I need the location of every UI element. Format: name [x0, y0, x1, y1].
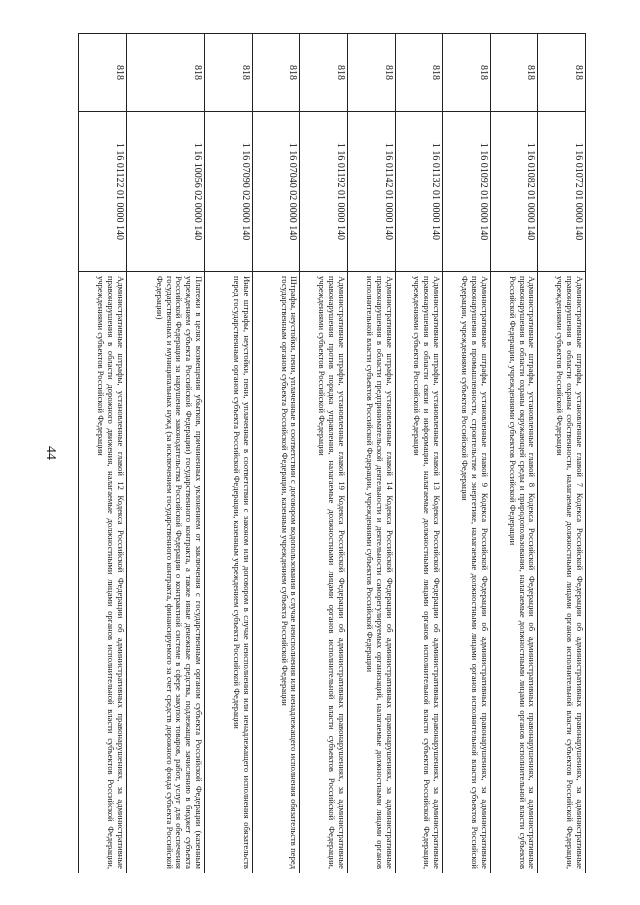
- description-cell: Штрафы, неустойки, пени, уплаченные в соответствии с договором водопользования в случае неисполнения или ненадлежащего исполнения обязательств перед государственным органом субъекта Российской Федерации, казенным учреждением субъекта Российской Федерации: [252, 272, 300, 874]
- admin-code-cell: 818: [252, 34, 300, 112]
- revenue-code-cell: 1 16 07040 02 0000 140: [252, 112, 300, 272]
- description-cell: Административные штрафы, установленные главой 8 Кодекса Российской Федерации об административных правонарушениях, за административные правонарушения в области охраны окружающей среды и природопользования, налагаемые должностными лицами органов исполнительной власти субъектов Российской Федерации, учреждениями субъектов Российской Федерации: [490, 272, 538, 874]
- table-row: [252, 34, 300, 874]
- admin-code-cell: 818: [490, 34, 538, 112]
- admin-code-cell: 818: [395, 34, 443, 112]
- revenue-code-cell: 1 16 01092 01 0000 140: [443, 112, 491, 272]
- admin-code-cell: 818: [300, 34, 348, 112]
- table-row: [126, 34, 205, 874]
- table-row: [443, 34, 491, 874]
- description-cell: Административные штрафы, установленные главой 9 Кодекса Российской Федерации об административных правонарушениях, за административные правонарушения в промышленности, строительстве и энергетике, налагаемые должностными лицами органов исполнительной власти субъектов Российской Федерации, учреждениями субъектов Российской Федерации: [443, 272, 491, 874]
- admin-code-cell: 818: [79, 34, 127, 112]
- revenue-code-cell: 1 16 01192 01 0000 140: [300, 112, 348, 272]
- revenue-code-cell: 1 16 01082 01 0000 140: [490, 112, 538, 272]
- description-cell: Административные штрафы, установленные главой 14 Кодекса Российской Федерации об административных правонарушениях, за административные правонарушения в области предпринимательской деятельности и деятельности саморегулируемых организаций, налагаемые должностными лицами органов исполнительной власти субъектов Российской Федерации, учреждениями субъектов Российской Федерации: [348, 272, 396, 874]
- description-cell: Платежи в целях возмещения убытков, причиненных уклонением от заключения с государственным органом субъекта Российской Федерации (казенным учреждением субъекта Российской Федерации) государственного контракта, а также иные денежные средства, подлежащие зачислению в бюджет субъекта Российской Федерации за нарушение законодательства Российской Федерации о контрактной системе в сфере закупок товаров, работ, услуг для обеспечения государственных и муниципальных нужд (за исключением государственного контракта, финансируемого за счет средств дорожного фонда субъекта Российской Федерации): [126, 272, 205, 874]
- table-row: [490, 34, 538, 874]
- revenue-code-cell: 1 16 01142 01 0000 140: [348, 112, 396, 272]
- admin-code-cell: 818: [348, 34, 396, 112]
- admin-code-cell: 818: [443, 34, 491, 112]
- revenue-code-cell: 1 16 01122 01 0000 140: [79, 112, 127, 272]
- table-row: [395, 34, 443, 874]
- revenue-code-cell: 1 16 01072 01 0000 140: [538, 112, 586, 272]
- table-row: [205, 34, 253, 874]
- table-row: [538, 34, 586, 874]
- description-cell: Административные штрафы, установленные главой 12 Кодекса Российской Федерации об административных правонарушениях, за административные правонарушения в области дорожного движения, налагаемые должностными лицами органов исполнительной власти субъектов Российской Федерации, учреждениями субъектов Российской Федерации: [79, 272, 127, 874]
- table-row: [348, 34, 396, 874]
- revenue-code-cell: 1 16 10056 02 0000 140: [126, 112, 205, 272]
- description-cell: Административные штрафы, установленные главой 7 Кодекса Российской Федерации об административных правонарушениях, за административные правонарушения в области охраны собственности, налагаемые должностными лицами органов исполнительной власти субъектов Российской Федерации, учреждениями субъектов Российской Федерации: [538, 272, 586, 874]
- table-row: [79, 34, 127, 874]
- document-table-area: [78, 33, 586, 873]
- description-cell: Иные штрафы, неустойки, пени, уплаченные в соответствии с законом или договором в случае неисполнения или ненадлежащего исполнения обязательств перед государственным органом субъекта Российской Федерации, казенным учреждением субъекта Российской Федерации: [205, 272, 253, 874]
- revenue-code-cell: 1 16 01132 01 0000 140: [395, 112, 443, 272]
- rotated-landscape-page: [78, 33, 586, 873]
- table-row: [300, 34, 348, 874]
- description-cell: Административные штрафы, установленные главой 19 Кодекса Российской Федерации об административных правонарушениях, за административные правонарушения против порядка управления, налагаемые должностными лицами органов исполнительной власти субъектов Российской Федерации, учреждениями субъектов Российской Федерации: [300, 272, 348, 874]
- revenue-codes-table: [78, 33, 586, 873]
- description-cell: Административные штрафы, установленные главой 13 Кодекса Российской Федерации об административных правонарушениях, за административные правонарушения в области связи и информации, налагаемые должностными лицами органов исполнительной власти субъектов Российской Федерации, учреждениями субъектов Российской Федерации: [395, 272, 443, 874]
- admin-code-cell: 818: [538, 34, 586, 112]
- admin-code-cell: 818: [126, 34, 205, 112]
- revenue-code-cell: 1 16 07090 02 0000 140: [205, 112, 253, 272]
- admin-code-cell: 818: [205, 34, 253, 112]
- page-number: 44: [43, 446, 58, 460]
